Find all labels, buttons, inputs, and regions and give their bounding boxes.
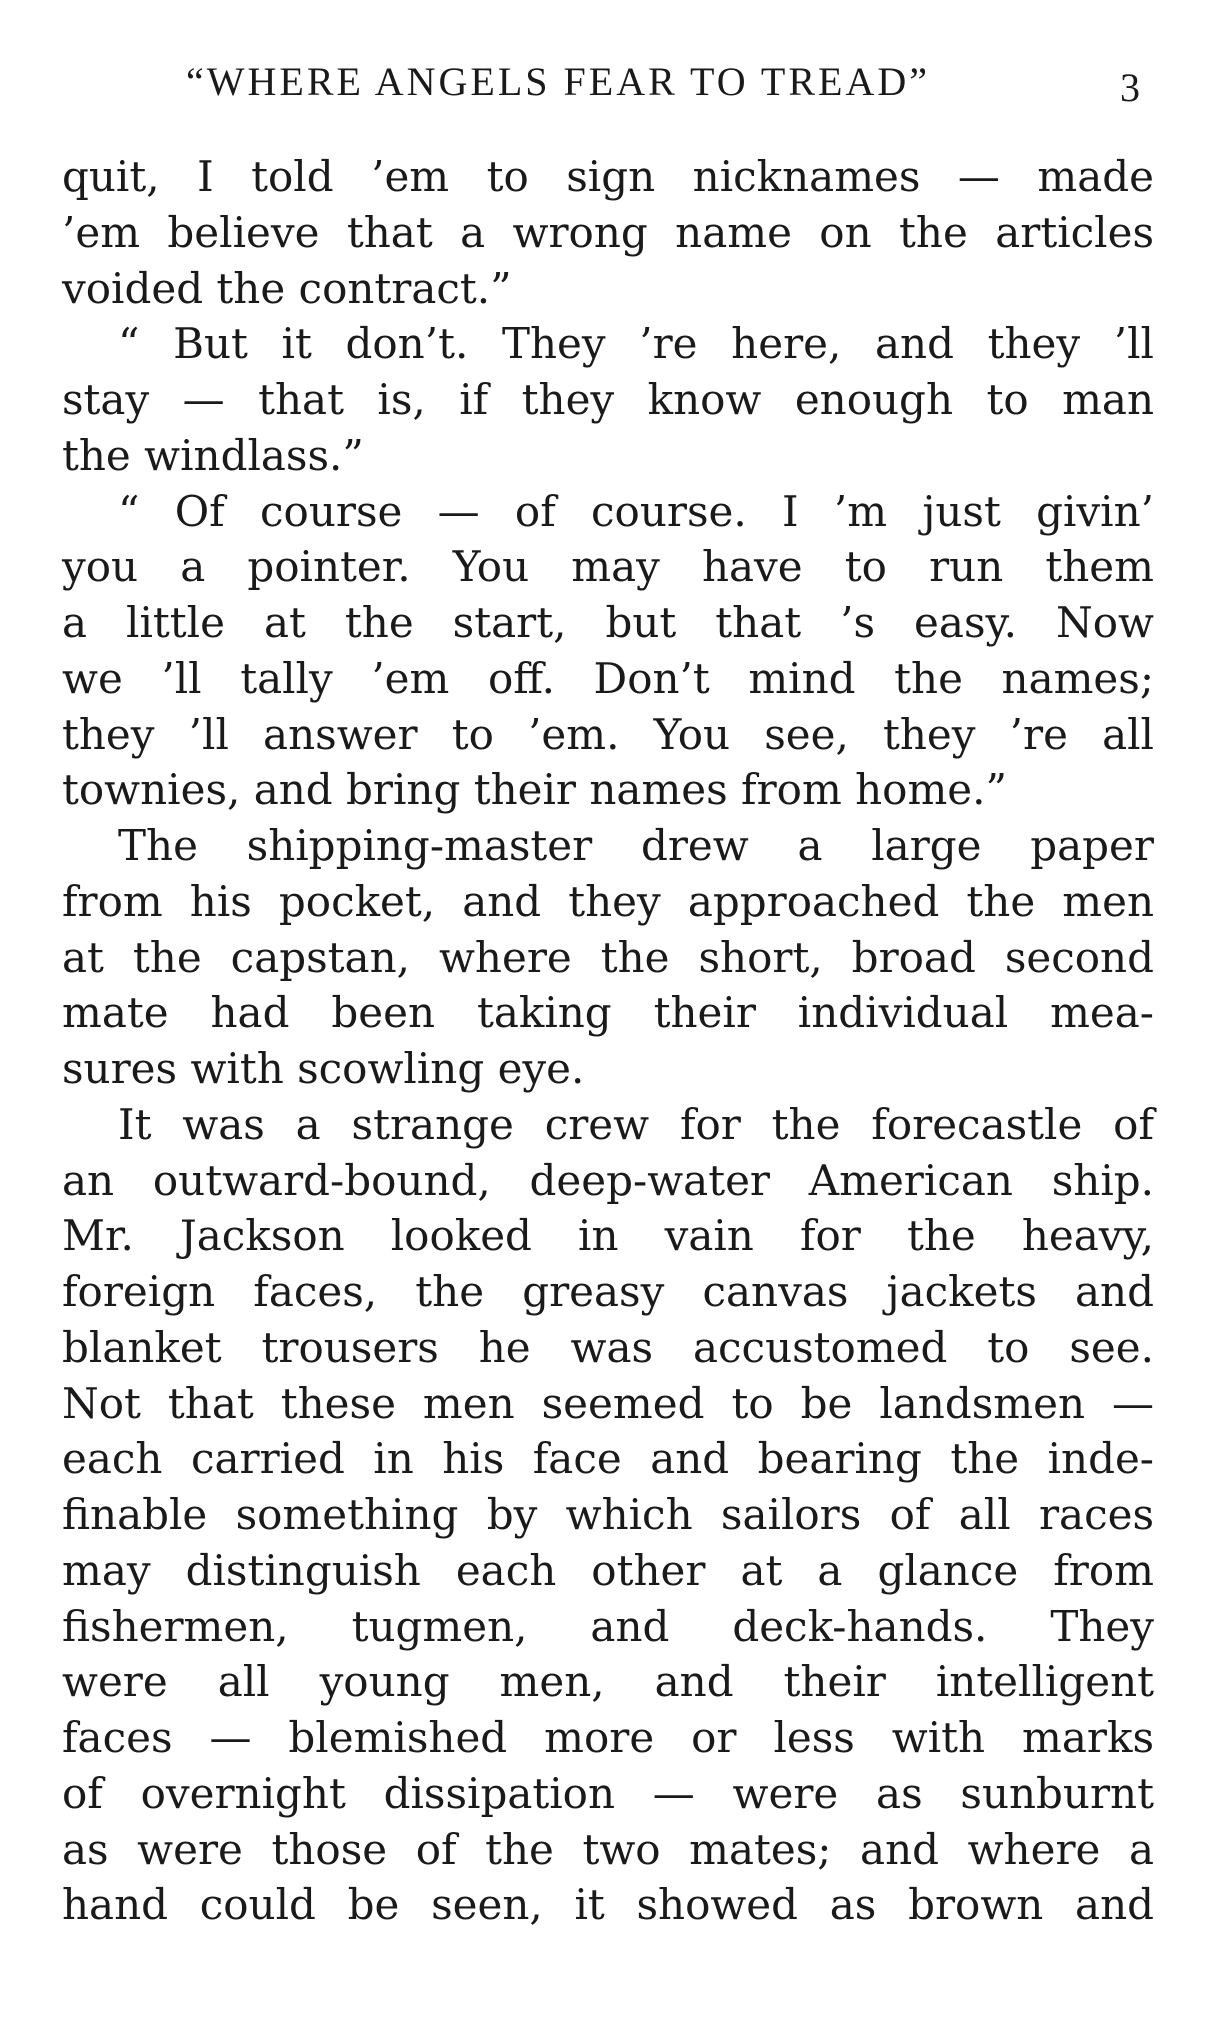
text-line: we ’ll tally ’em off. Don’t mind the names; <box>62 653 1154 703</box>
text-line: blanket trousers he was accustomed to see. <box>62 1322 1154 1372</box>
text-line: townies, and bring their names from home.” <box>62 765 1007 815</box>
text-line: a little at the start, but that ’s easy. Now <box>62 598 1154 647</box>
text-line: of overnight dissipation — were as sunburnt <box>62 1768 1154 1818</box>
page-number: 3 <box>1120 65 1140 110</box>
text-line: hand could be seen, it showed as brown and <box>62 1880 1154 1930</box>
text-line: “ Of course — of course. I ’m just givin’ <box>118 486 1154 536</box>
running-title: “WHERE ANGELS FEAR TO TREAD” <box>186 59 930 104</box>
text-line: the windlass.” <box>62 430 364 480</box>
text-line: from his pocket, and they approached the men <box>62 876 1154 926</box>
text-line: fishermen, tugmen, and deck-hands. They <box>62 1601 1154 1651</box>
text-line: they ’ll answer to ’em. You see, they ’re all <box>62 709 1154 759</box>
text-line: Mr. Jackson looked in vain for the heavy, <box>62 1211 1154 1261</box>
text-line: stay — that is, if they know enough to man <box>62 375 1154 424</box>
text-line: may distinguish each other at a glance from <box>62 1545 1154 1595</box>
text-line: faces — blemished more or less with marks <box>62 1713 1154 1762</box>
text-line: were all young men, and their intelligent <box>62 1657 1154 1707</box>
text-line: “ But it don’t. They ’re here, and they ’ll <box>118 319 1154 369</box>
text-line: as were those of the two mates; and where a <box>62 1824 1154 1874</box>
text-line: sures with scowling eye. <box>62 1044 585 1093</box>
text-line: each carried in his face and bearing the inde- <box>62 1434 1154 1484</box>
body-text <box>62 149 1154 1933</box>
text-line: voided the contract.” <box>62 263 512 313</box>
text-line: at the capstan, where the short, broad second <box>62 932 1154 982</box>
text-line: mate had been taking their individual mea- <box>62 988 1154 1038</box>
text-line: quit, I told ’em to sign nicknames — made <box>62 152 1154 201</box>
text-line: The shipping-master drew a large paper <box>118 821 1154 870</box>
text-line: It was a strange crew for the forecastle of <box>118 1099 1154 1149</box>
text-line: ’em believe that a wrong name on the articles <box>62 207 1154 257</box>
text-line: Not that these men seemed to be landsmen — <box>62 1378 1154 1428</box>
text-line: you a pointer. You may have to run them <box>62 542 1154 592</box>
running-head <box>0 50 1214 110</box>
text-line: finable something by which sailors of all races <box>62 1490 1154 1539</box>
text-line: foreign faces, the greasy canvas jackets and <box>62 1267 1154 1316</box>
text-line: an outward-bound, deep-water American ship. <box>62 1155 1154 1205</box>
